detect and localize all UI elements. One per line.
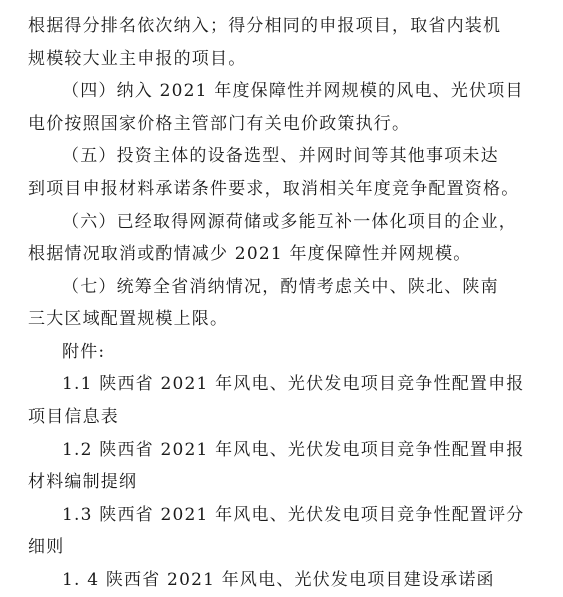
text-line-3: （四）纳入 2021 年度保障性并网规模的风电、光伏项目 [62,81,524,101]
attachment-item-1-1: 1.1 陕西省 2021 年风电、光伏发电项目竞争性配置申报 [62,374,525,394]
text-line-1: 根据得分排名依次纳入；得分相同的申报项目，取省内装机 [28,16,502,36]
text-line-2: 规模较大业主申报的项目。 [28,49,247,69]
attachment-item-1-4: 1. 4 陕西省 2021 年风电、光伏发电项目建设承诺函 [62,570,495,590]
attachment-item-1-2-cont: 材料编制提纲 [28,472,138,492]
text-line-7: （六）已经取得网源荷储或多能互补一体化项目的企业， [62,212,517,232]
attachment-item-1-3-cont: 细则 [28,537,65,557]
text-line-9: （七）统筹全省消纳情况，酌情考虑关中、陕北、陕南 [62,277,499,297]
attachment-item-1-1-cont: 项目信息表 [28,407,119,427]
text-line-8: 根据情况取消或酌情减少 2021 年度保障性并网规模。 [28,244,472,264]
attachment-heading: 附件: [62,342,106,362]
text-line-4: 电价按照国家价格主管部门有关电价政策执行。 [28,114,411,134]
attachment-item-1-2: 1.2 陕西省 2021 年风电、光伏发电项目竞争性配置申报 [62,440,525,460]
text-line-10: 三大区域配置规模上限。 [28,309,229,329]
attachment-item-1-3: 1.3 陕西省 2021 年风电、光伏发电项目竞争性配置评分 [62,505,525,525]
text-line-5: （五）投资主体的设备选型、并网时间等其他事项未达 [62,146,499,166]
text-line-6: 到项目申报材料承诺条件要求，取消相关年度竞争配置资格。 [28,179,520,199]
